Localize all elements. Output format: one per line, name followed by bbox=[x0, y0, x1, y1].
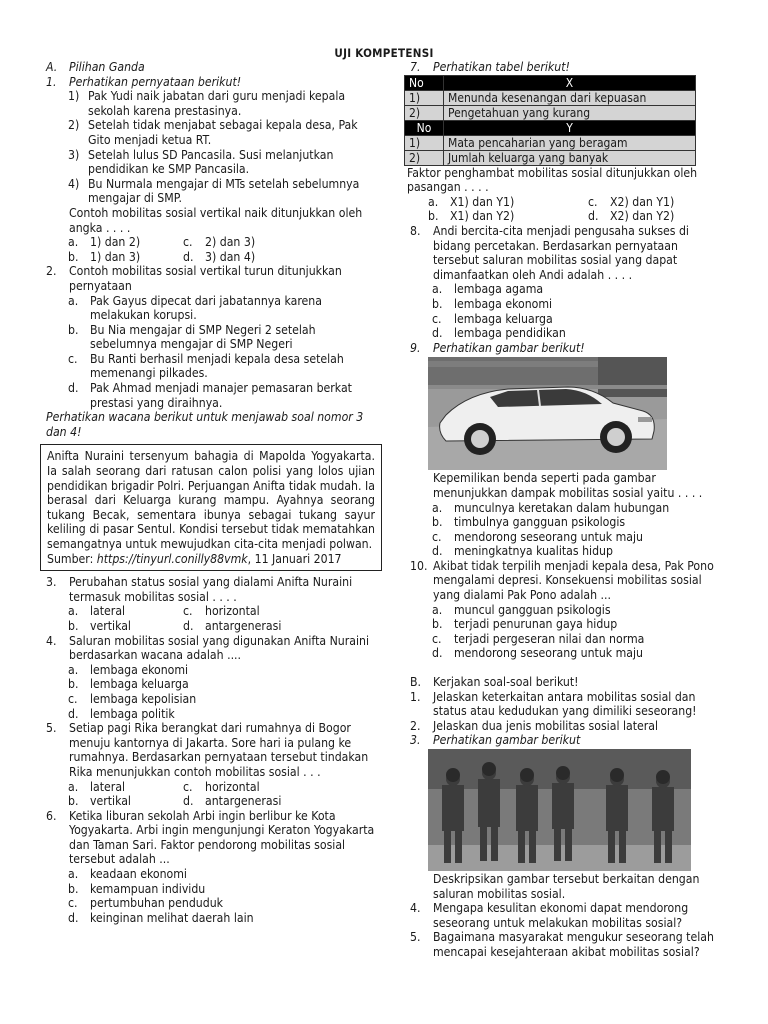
option-text: terjadi pergeseran nilai dan norma bbox=[454, 631, 645, 646]
option[interactable] bbox=[40, 707, 382, 722]
table-row bbox=[405, 90, 696, 105]
q3-options bbox=[40, 604, 382, 633]
q1-statement-text: Setelah tidak menjabat sebagai kepala desa, Pak Gito menjadi ketua RT. bbox=[88, 118, 358, 147]
option-letter: a. bbox=[428, 194, 439, 209]
option-text: mendorong seseorang untuk maju bbox=[454, 646, 644, 661]
source-date: , 11 Januari 2017 bbox=[247, 551, 342, 566]
header-y: Y bbox=[444, 120, 696, 135]
essay-question bbox=[404, 733, 722, 748]
q1-statement-num: 3) bbox=[68, 147, 80, 162]
option-text: Pak Gayus dipecat dari jabatannya karena melakukan korupsi. bbox=[90, 293, 322, 323]
option-letter: d. bbox=[432, 646, 443, 661]
option-text: lateral bbox=[90, 604, 126, 619]
q1-question: Contoh mobilitas sosial vertikal naik ditunjukkan oleh angka . . . . bbox=[69, 205, 363, 235]
option-letter: a. bbox=[68, 779, 79, 794]
option-letter: b. bbox=[428, 209, 439, 224]
q5-question bbox=[40, 721, 382, 779]
row-no: 2) bbox=[405, 150, 444, 165]
q10-text: Akibat tidak terpilih menjadi kepala desa, Pak Pono mengalami depresi. Konsekuensi mobilitas sosial yang dialami Pak Pono adalah ... bbox=[433, 558, 714, 603]
option-letter: d. bbox=[588, 209, 599, 224]
option-letter: c. bbox=[183, 235, 193, 250]
q8-text: Andi bercita-cita menjadi pengusaha sukses di bidang percetakan. Berdasarkan pernyataan tersebut saluran mobilitas sosial yang dapat dimanfaatkan oleh Andi adalah . . . . bbox=[433, 223, 689, 282]
section-a-letter: A. bbox=[46, 60, 58, 74]
option-letter: d. bbox=[183, 618, 194, 633]
essay-text: Deskripsikan gambar tersebut berkaitan dengan saluran mobilitas sosial. bbox=[433, 872, 700, 901]
option[interactable] bbox=[40, 911, 382, 926]
option[interactable] bbox=[68, 794, 183, 809]
essay-question bbox=[404, 719, 722, 734]
essay-number: 1. bbox=[410, 689, 421, 704]
q5-options bbox=[40, 780, 382, 809]
option-text: muncul gangguan psikologis bbox=[454, 602, 611, 617]
option[interactable] bbox=[404, 603, 722, 618]
q1-statement-text: Pak Yudi naik jabatan dari guru menjadi kepala sekolah karena prestasinya. bbox=[88, 89, 346, 118]
option[interactable] bbox=[404, 515, 722, 530]
option-letter: c. bbox=[432, 311, 442, 326]
essay-question bbox=[404, 690, 722, 719]
q2-text: Contoh mobilitas sosial vertikal turun ditunjukkan pernyataan bbox=[69, 264, 342, 293]
option-text: 1) dan 2) bbox=[90, 235, 141, 250]
table-row bbox=[405, 105, 696, 120]
option-text: Bu Nia mengajar di SMP Negeri 2 setelah sebelumnya mengajar di SMP Negeri bbox=[90, 322, 316, 352]
option-letter: b. bbox=[68, 881, 79, 896]
section-b-letter: B. bbox=[410, 675, 422, 690]
header-no: No bbox=[405, 75, 444, 90]
table-row bbox=[405, 150, 696, 165]
option-letter: a. bbox=[68, 235, 79, 250]
option-text: X2) dan Y1) bbox=[610, 194, 675, 209]
option-text: lateral bbox=[90, 779, 126, 794]
option[interactable] bbox=[183, 235, 313, 250]
option-text: lembaga politik bbox=[90, 706, 175, 721]
option-text: pertumbuhan penduduk bbox=[90, 896, 223, 911]
option-text: horizontal bbox=[205, 779, 260, 794]
q9-instruction: Perhatikan gambar berikut! bbox=[433, 340, 585, 355]
section-b-title: Kerjakan soal-soal berikut! bbox=[433, 675, 579, 690]
header-no: No bbox=[405, 120, 444, 135]
row-text: Pengetahuan yang kurang bbox=[444, 105, 696, 120]
option-text: keinginan melihat daerah lain bbox=[90, 910, 254, 925]
option-text: lembaga pendidikan bbox=[454, 326, 566, 341]
option[interactable] bbox=[68, 604, 183, 619]
q1-statement bbox=[40, 148, 382, 177]
option-text: mendorong seseorang untuk maju bbox=[454, 529, 644, 544]
option[interactable] bbox=[40, 352, 382, 381]
option-text: keadaan ekonomi bbox=[90, 867, 187, 882]
option[interactable] bbox=[428, 209, 588, 224]
option-letter: b. bbox=[68, 794, 79, 809]
option[interactable] bbox=[68, 780, 183, 795]
soldiers-photo-wrap bbox=[404, 749, 722, 871]
q4-question bbox=[40, 634, 382, 663]
q9-number: 9. bbox=[410, 340, 421, 355]
q2-number: 2. bbox=[46, 264, 57, 279]
option-text: kemampuan individu bbox=[90, 881, 206, 896]
option[interactable] bbox=[404, 632, 722, 647]
option-text: antargenerasi bbox=[205, 618, 282, 633]
option-letter: c. bbox=[183, 604, 193, 619]
option-letter: b. bbox=[432, 617, 443, 632]
option-letter: c. bbox=[588, 194, 598, 209]
q7-options bbox=[404, 195, 722, 224]
table-header-x bbox=[405, 75, 696, 90]
essay-text: Jelaskan dua jenis mobilitas sosial lateral bbox=[433, 718, 659, 733]
section-a-heading bbox=[40, 60, 382, 75]
option-letter: c. bbox=[183, 779, 193, 794]
option-letter: d. bbox=[432, 544, 443, 559]
option-text: lembaga kepolisian bbox=[90, 691, 197, 706]
essay-question bbox=[404, 930, 722, 959]
option[interactable] bbox=[40, 882, 382, 897]
essay-text: Bagaimana masyarakat mengukur seseorang telah mencapai kesejahteraan akibat mobilitas sosial? bbox=[433, 930, 714, 959]
option-letter: c. bbox=[432, 529, 442, 544]
q6-text: Ketika liburan sekolah Arbi ingin berlibur ke Kota Yogyakarta. Arbi ingin mengunjungi Keraton Yogyakarta dan Taman Sari. Faktor pendorong mobilitas sosial tersebut adalah ... bbox=[69, 808, 375, 867]
option-text: antargenerasi bbox=[205, 794, 282, 809]
option[interactable] bbox=[40, 381, 382, 410]
option-text: timbulnya gangguan psikologis bbox=[454, 515, 626, 530]
row-text: Menunda kesenangan dari kepuasan bbox=[444, 90, 696, 105]
option[interactable] bbox=[404, 297, 722, 312]
option[interactable] bbox=[68, 250, 183, 265]
option-letter: b. bbox=[68, 618, 79, 633]
q1-options bbox=[40, 235, 382, 264]
option[interactable] bbox=[68, 619, 183, 634]
q1-statement-num: 4) bbox=[68, 176, 80, 191]
q1-statement bbox=[40, 177, 382, 206]
q8-question bbox=[404, 224, 722, 282]
essay-number: 4. bbox=[410, 901, 421, 916]
option[interactable] bbox=[404, 646, 722, 661]
option-text: vertikal bbox=[90, 794, 131, 809]
source-label: Sumber: bbox=[47, 551, 94, 566]
q3-text: Perubahan status sosial yang dialami Anifta Nuraini termasuk mobilitas sosial . . . . bbox=[69, 575, 353, 604]
option-text: munculnya keretakan dalam hubungan bbox=[454, 500, 670, 515]
option[interactable] bbox=[183, 250, 313, 265]
option[interactable] bbox=[404, 282, 722, 297]
row-no: 2) bbox=[405, 105, 444, 120]
essay-number: 3. bbox=[410, 733, 421, 748]
option-letter: b. bbox=[68, 677, 79, 692]
option-text: Pak Ahmad menjadi manajer pemasaran berkat prestasi yang diraihnya. bbox=[90, 381, 352, 410]
option-text: Bu Ranti berhasil menjadi kepala desa setelah memenangi pilkades. bbox=[90, 351, 344, 381]
q2-question bbox=[40, 264, 382, 293]
section-b-heading bbox=[404, 675, 722, 690]
option[interactable] bbox=[40, 677, 382, 692]
row-no: 1) bbox=[405, 135, 444, 150]
option[interactable] bbox=[183, 794, 313, 809]
essay-instruction: Perhatikan gambar berikut bbox=[433, 733, 581, 748]
q1-statement bbox=[40, 118, 382, 147]
option-letter: d. bbox=[183, 249, 194, 264]
option-letter: c. bbox=[68, 691, 78, 706]
option[interactable] bbox=[588, 209, 718, 224]
q6-question bbox=[40, 809, 382, 867]
option[interactable] bbox=[588, 195, 718, 210]
header-x: X bbox=[444, 75, 696, 90]
row-text: Jumlah keluarga yang banyak bbox=[444, 150, 696, 165]
option-text: X2) dan Y2) bbox=[610, 209, 675, 224]
essay-number: 5. bbox=[410, 930, 421, 945]
option-letter: b. bbox=[432, 296, 443, 311]
option-text: X1) dan Y2) bbox=[450, 209, 515, 224]
table-row bbox=[405, 135, 696, 150]
q6-number: 6. bbox=[46, 808, 57, 823]
source-url[interactable]: https://tinyurl.conilly88vmk bbox=[96, 551, 248, 566]
q10-number: 10. bbox=[410, 558, 428, 573]
essay-text: Mengapa kesulitan ekonomi dapat mendorong seseorang untuk melakukan mobilitas sosial? bbox=[433, 901, 689, 930]
q7-number: 7. bbox=[410, 60, 421, 74]
option-letter: c. bbox=[68, 351, 78, 366]
option-text: lembaga ekonomi bbox=[90, 662, 189, 677]
essay-number: 2. bbox=[410, 718, 421, 733]
option-text: meningkatnya kualitas hidup bbox=[454, 544, 613, 559]
q9-heading bbox=[404, 341, 722, 356]
option-letter: b. bbox=[68, 249, 79, 264]
essay-question bbox=[404, 901, 722, 930]
option-text: 3) dan 4) bbox=[205, 249, 256, 264]
q10-question bbox=[404, 559, 722, 603]
q1-statement bbox=[40, 89, 382, 118]
option-letter: a. bbox=[68, 662, 79, 677]
option[interactable] bbox=[183, 619, 313, 634]
option-text: lembaga ekonomi bbox=[454, 296, 553, 311]
option-letter: a. bbox=[432, 282, 443, 297]
option-text: X1) dan Y1) bbox=[450, 194, 515, 209]
option[interactable] bbox=[404, 530, 722, 545]
option-text: lembaga agama bbox=[454, 282, 544, 297]
row-text: Mata pencaharian yang beragam bbox=[444, 135, 696, 150]
option[interactable] bbox=[40, 323, 382, 352]
left-column bbox=[40, 60, 382, 925]
option[interactable] bbox=[404, 326, 722, 341]
option-letter: d. bbox=[68, 910, 79, 925]
q1-statement-text: Setelah lulus SD Pancasila. Susi melanjutkan pendidikan ke SMP Pancasila. bbox=[88, 147, 334, 177]
page-title: UJI KOMPETENSI bbox=[334, 46, 434, 60]
option[interactable] bbox=[40, 663, 382, 678]
option[interactable] bbox=[404, 501, 722, 516]
option-letter: b. bbox=[432, 515, 443, 530]
option-letter: a. bbox=[432, 602, 443, 617]
car-photo-wrap bbox=[404, 357, 722, 470]
option-letter: a. bbox=[432, 500, 443, 515]
q1-number: 1. bbox=[46, 74, 57, 89]
option[interactable] bbox=[404, 544, 722, 559]
q1-statement-num: 1) bbox=[68, 89, 80, 104]
option-letter: d. bbox=[183, 794, 194, 809]
q7-question: Faktor penghambat mobilitas sosial ditunjukkan oleh pasangan . . . . bbox=[407, 165, 698, 195]
passage-text: Anifta Nuraini tersenyum bahagia di Mapolda Yogyakarta. Ia salah seorang dari ratusan calon polisi yang lolos ujian pendidikan brigadir Polri. Perjuangan Anifta tidak mudah. Ia berasal dari Keluarga kurang mampu. Ayahnya seorang tukang Becak, sementara ibunya sebagai tukang sayur keliling di pasar Sentul. Kondisi tersebut tidak mematahkan semangatnya untuk mewujudkan cita-cita menjadi polwan. bbox=[47, 449, 375, 551]
passage-source bbox=[47, 552, 375, 567]
option-letter: c. bbox=[68, 896, 78, 911]
q1-instruction: Perhatikan pernyataan berikut! bbox=[69, 74, 242, 89]
option-text: 2) dan 3) bbox=[205, 235, 256, 250]
option[interactable] bbox=[40, 692, 382, 707]
option-letter: c. bbox=[432, 631, 442, 646]
option-text: terjadi penurunan gaya hidup bbox=[454, 617, 618, 632]
option-letter: d. bbox=[68, 706, 79, 721]
row-no: 1) bbox=[405, 90, 444, 105]
q4-number: 4. bbox=[46, 633, 57, 648]
right-column bbox=[404, 60, 722, 960]
option[interactable] bbox=[40, 294, 382, 323]
option-text: horizontal bbox=[205, 604, 260, 619]
option[interactable] bbox=[404, 312, 722, 327]
option-letter: b. bbox=[68, 322, 79, 337]
option-text: lembaga keluarga bbox=[90, 677, 189, 692]
option-text: vertikal bbox=[90, 618, 131, 633]
option-letter: a. bbox=[68, 604, 79, 619]
option-text: lembaga keluarga bbox=[454, 311, 553, 326]
option-letter: d. bbox=[432, 326, 443, 341]
option[interactable] bbox=[40, 867, 382, 882]
option-text: 1) dan 3) bbox=[90, 249, 141, 264]
passage-intro: Perhatikan wacana berikut untuk menjawab soal nomor 3 dan 4! bbox=[46, 410, 364, 439]
q5-number: 5. bbox=[46, 721, 57, 736]
q9-question: Kepemilikan benda seperti pada gambar menunjukkan dampak mobilitas sosial yaitu . . . . bbox=[433, 471, 703, 500]
option[interactable] bbox=[183, 604, 313, 619]
option[interactable] bbox=[68, 235, 183, 250]
option[interactable] bbox=[40, 896, 382, 911]
q3-question bbox=[40, 575, 382, 604]
q8-number: 8. bbox=[410, 223, 421, 238]
option[interactable] bbox=[183, 780, 313, 795]
q7-heading bbox=[404, 60, 722, 75]
q1-statement-num: 2) bbox=[68, 118, 80, 133]
factor-table bbox=[404, 75, 696, 166]
q4-text: Saluran mobilitas sosial yang digunakan Anifta Nuraini berdasarkan wacana adalah .... bbox=[69, 633, 369, 663]
option-letter: a. bbox=[68, 867, 79, 882]
q1-statement-text: Bu Nurmala mengajar di MTs setelah sebelumnya mengajar di SMP. bbox=[88, 176, 360, 206]
section-a-title: Pilihan Ganda bbox=[69, 60, 145, 74]
q5-text: Setiap pagi Rika berangkat dari rumahnya di Bogor menuju kantornya di Jakarta. Sore hari ia pulang ke rumahnya. Berdasarkan pernyataan tersebut tindakan Rika menunjukkan contoh mobilitas sosial . . . bbox=[69, 721, 369, 779]
table-header-y bbox=[405, 120, 696, 135]
essay-text: Jelaskan keterkaitan antara mobilitas sosial dan status atau kedudukan yang dimiliki seseorang! bbox=[433, 689, 697, 719]
q7-instruction: Perhatikan tabel berikut! bbox=[433, 60, 570, 74]
soldiers-photo bbox=[428, 749, 691, 871]
option[interactable] bbox=[428, 195, 588, 210]
q3-number: 3. bbox=[46, 575, 57, 590]
q1-heading bbox=[40, 75, 382, 90]
option[interactable] bbox=[404, 617, 722, 632]
option-letter: a. bbox=[68, 293, 79, 308]
option-letter: d. bbox=[68, 381, 79, 396]
passage-box bbox=[40, 444, 382, 571]
car-photo bbox=[428, 357, 667, 470]
